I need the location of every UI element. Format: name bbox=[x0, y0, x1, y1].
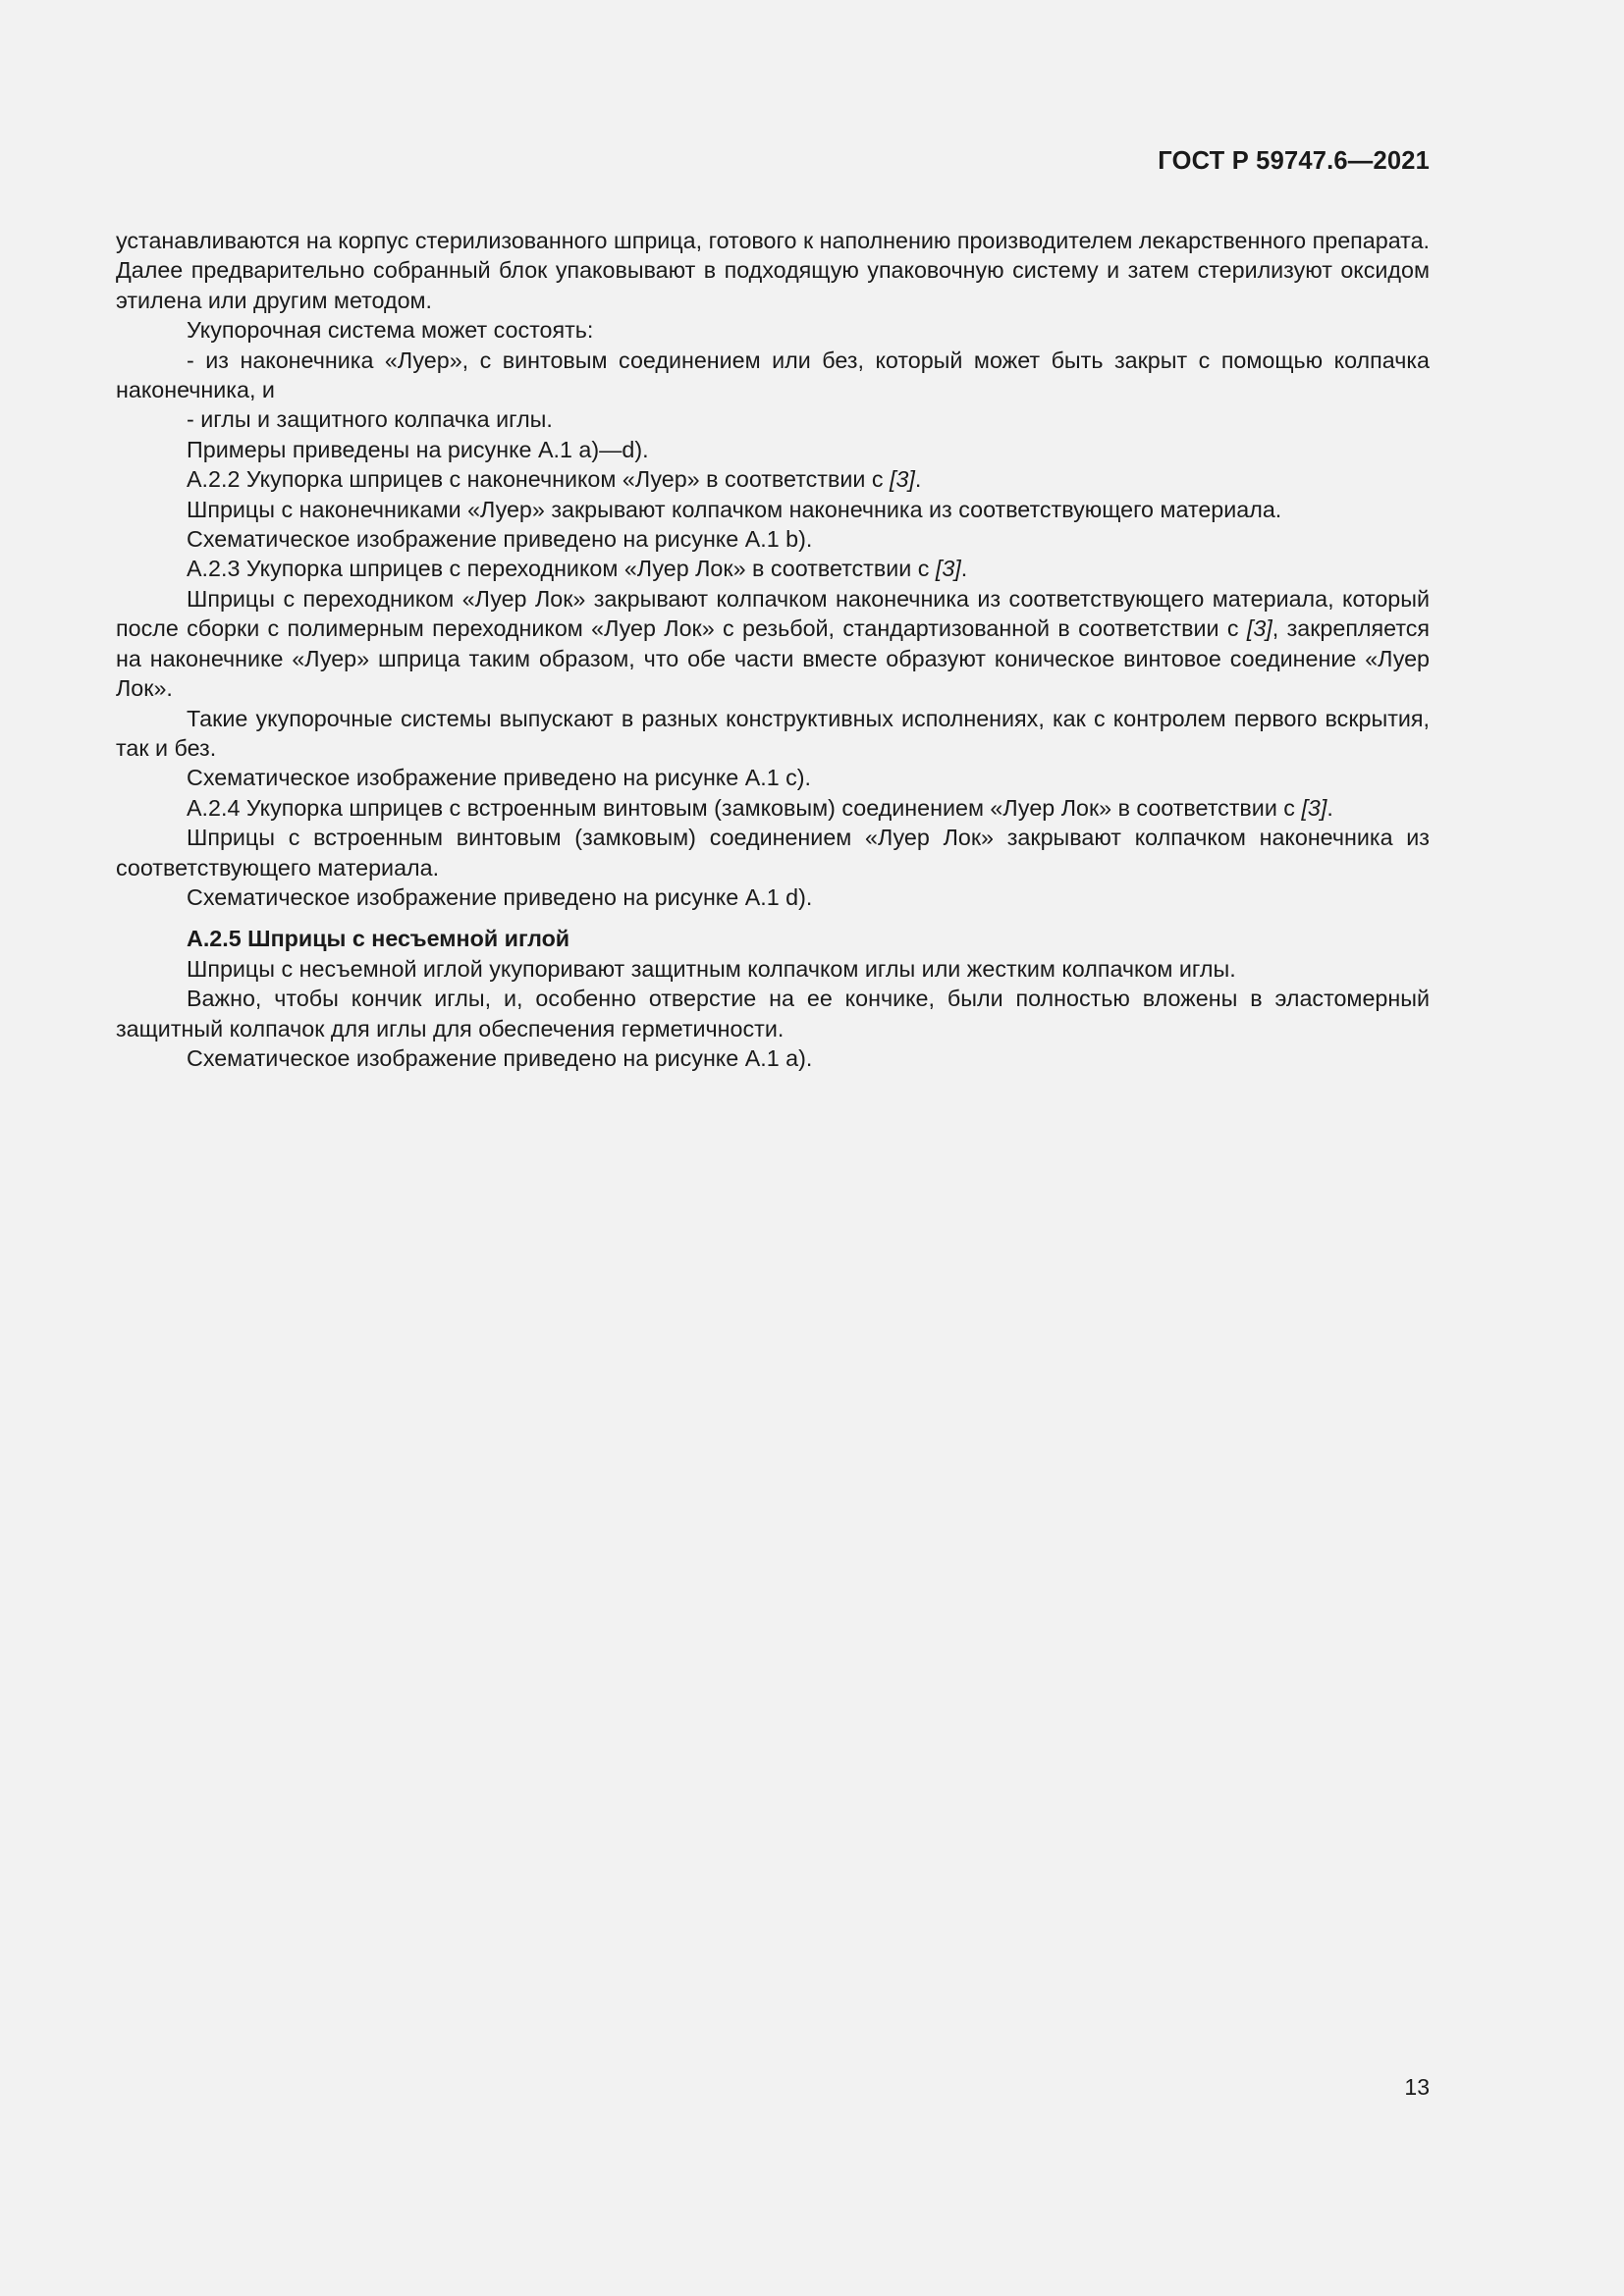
clause-a24 bbox=[116, 793, 1430, 823]
paragraph: Шприцы с встроенным винтовым (замковым) соединением «Луер Лок» закрывают колпачком наконечника из соответствующего материала. bbox=[116, 825, 1430, 881]
paragraph-text: Шприцы с переходником «Луер Лок» закрывают колпачком наконечника из соответствующего материала, который после сборки с полимерным переходником «Луер Лок» с резьбой, стандартизованной в соответствии с bbox=[116, 585, 1430, 642]
list-item: - иглы и защитного колпачка иглы. bbox=[187, 406, 553, 433]
clause-text: А.2.3 Укупорка шприцев с переходником «Луер Лок» в соответствии с bbox=[187, 556, 936, 582]
punctuation: . bbox=[960, 556, 968, 582]
paragraph: Важно, чтобы кончик иглы, и, особенно отверстие на ее кончике, были полностью вложены в эластомерный защитный колпачок для иглы для обеспечения герметичности. bbox=[116, 986, 1430, 1041]
paragraph bbox=[116, 584, 1430, 704]
reference-citation: [3] bbox=[1301, 794, 1327, 821]
paragraph: Схематическое изображение приведено на рисунке А.1 а). bbox=[187, 1044, 813, 1071]
document-body bbox=[116, 226, 1430, 1073]
paragraph: Схематическое изображение приведено на рисунке А.1 d). bbox=[187, 883, 813, 910]
punctuation: . bbox=[914, 466, 922, 493]
clause-a22 bbox=[116, 464, 1430, 494]
paragraph: Шприцы с несъемной иглой укупоривают защитным колпачком иглы или жестким колпачком иглы. bbox=[187, 955, 1236, 982]
reference-citation: [3] bbox=[1246, 615, 1272, 642]
page-number: 13 bbox=[1404, 2074, 1430, 2100]
reference-citation: [3] bbox=[935, 556, 961, 582]
paragraph: Схематическое изображение приведено на рисунке А.1 с). bbox=[187, 765, 812, 791]
standard-number-header: ГОСТ Р 59747.6—2021 bbox=[1158, 147, 1430, 175]
section-heading-a25: А.2.5 Шприцы с несъемной иглой bbox=[187, 926, 570, 952]
paragraph: Такие укупорочные системы выпускают в разных конструктивных исполнениях, как с контролем первого вскрытия, так и без. bbox=[116, 705, 1430, 761]
paragraph: Шприцы с наконечниками «Луер» закрывают колпачком наконечника из соответствующего материала. bbox=[187, 496, 1282, 522]
clause-text: А.2.2 Укупорка шприцев с наконечником «Луер» в соответствии с bbox=[187, 466, 890, 493]
clause-a23 bbox=[116, 554, 1430, 583]
paragraph: устанавливаются на корпус стерилизованного шприца, готового к наполнению производителем лекарственного препарата. Далее предварительно собранный блок упаковывают в подходящую упаковочную систему и затем стерилизуют оксидом этилена или другим методом. bbox=[116, 228, 1430, 313]
punctuation: . bbox=[1326, 794, 1333, 821]
paragraph: Примеры приведены на рисунке А.1 а)—d). bbox=[187, 436, 649, 462]
list-item: - из наконечника «Луер», с винтовым соединением или без, который может быть закрыт с помощью колпачка наконечника, и bbox=[116, 347, 1430, 403]
reference-citation: [3] bbox=[889, 466, 915, 493]
paragraph: Укупорочная система может состоять: bbox=[187, 317, 594, 344]
paragraph-text: , закрепляется на наконечнике «Луер» шприца таким образом, что обе части вместе образуют коническое винтовое соединение «Луер Лок». bbox=[116, 615, 1430, 702]
clause-text: А.2.4 Укупорка шприцев с встроенным винтовым (замковым) соединением «Луер Лок» в соответствии с bbox=[187, 794, 1302, 821]
paragraph: Схематическое изображение приведено на рисунке А.1 b). bbox=[187, 526, 813, 553]
